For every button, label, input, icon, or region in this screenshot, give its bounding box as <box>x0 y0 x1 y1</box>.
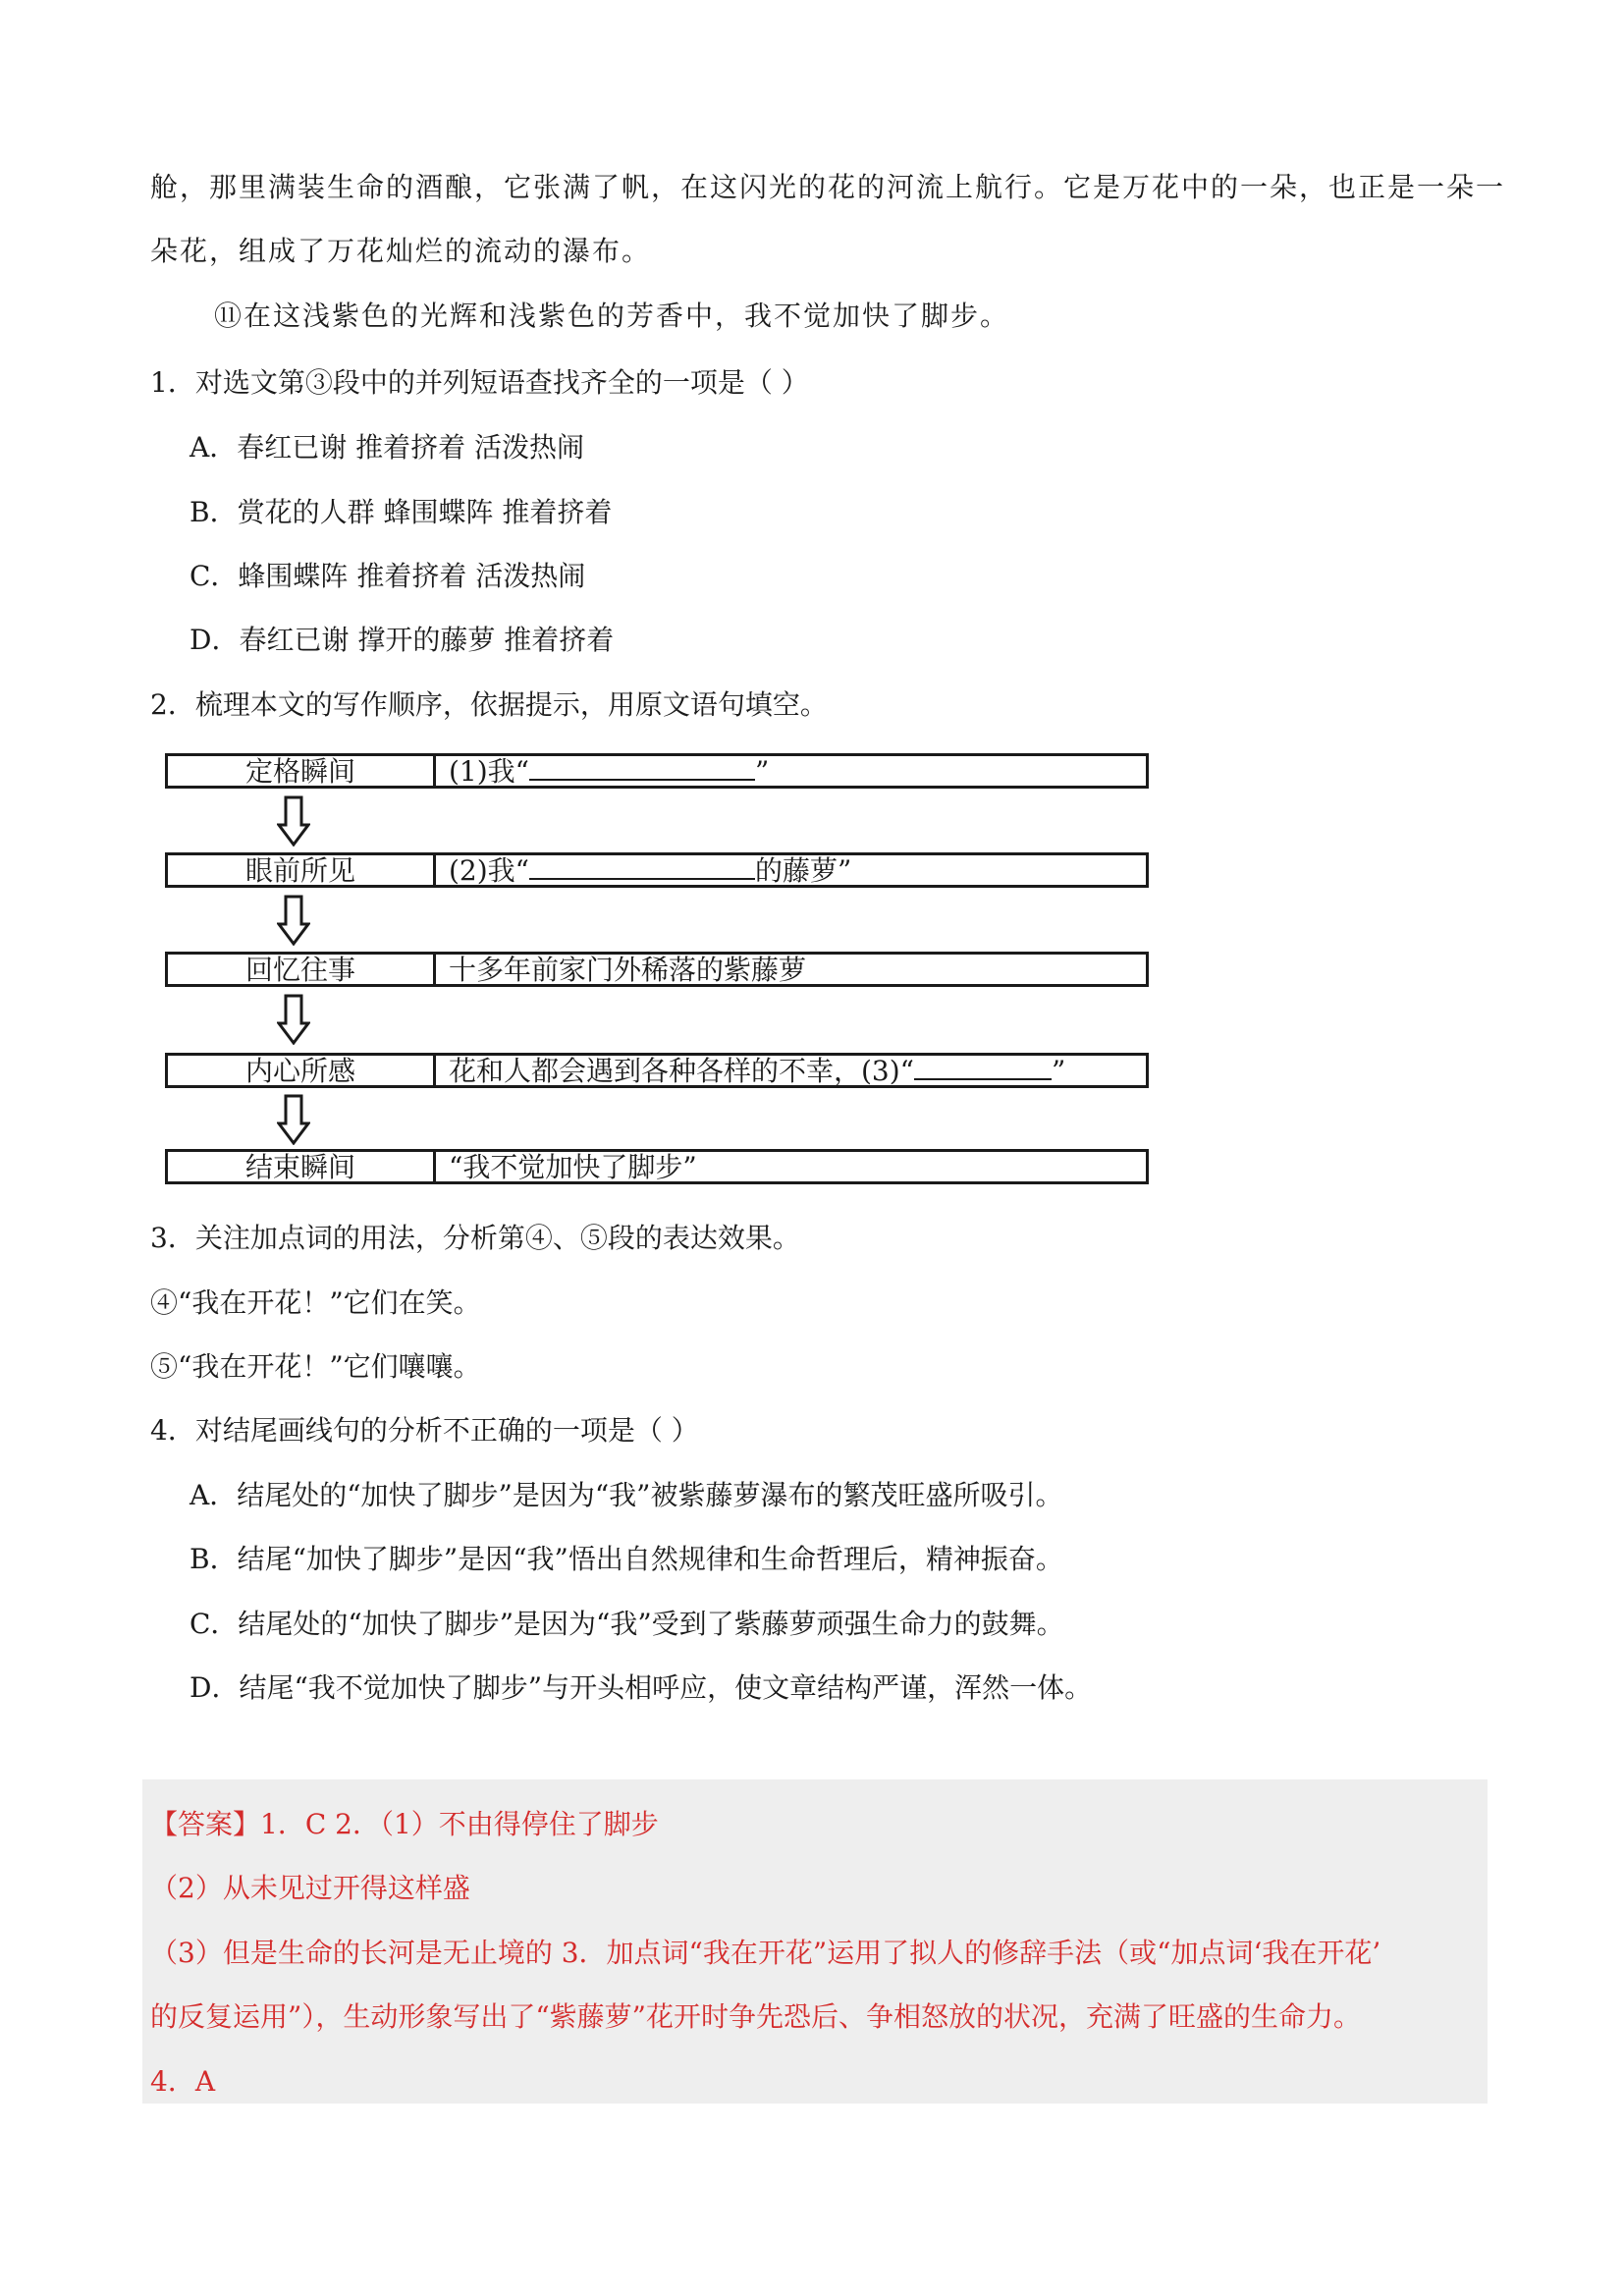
passage-line-2: 朵花，组成了万花灿烂的流动的瀑布。 <box>150 235 652 267</box>
question-4-option-d: D．结尾“我不觉加快了脚步”与开头相呼应，使文章结构严谨，浑然一体。 <box>189 1671 1093 1704</box>
question-1-option-a: A．春红已谢 推着挤着 活泼热闹 <box>189 431 585 464</box>
flow-text-prefix: (2)我“ <box>449 854 529 887</box>
fill-blank-3[interactable] <box>914 1057 1052 1080</box>
answer-line-2: （2）从未见过开得这样盛 <box>150 1872 470 1904</box>
answer-line-3: （3）但是生命的长河是无止境的 3．加点词“我在开花”运用了拟人的修辞手法（或“加点词‘我在开花’ <box>150 1937 1381 1969</box>
fill-blank-1[interactable] <box>529 757 755 781</box>
question-3-paragraph-5: ⑤“我在开花！”它们嚷嚷。 <box>150 1350 481 1383</box>
flow-label: 定格瞬间 <box>168 756 436 786</box>
passage-paragraph-11: ⑪在这浅紫色的光辉和浅紫色的芳香中，我不觉加快了脚步。 <box>214 300 1010 332</box>
flow-text <box>449 1056 1065 1087</box>
flow-text <box>449 955 806 986</box>
flow-text-prefix: 十多年前家门外稀落的紫藤萝 <box>449 954 807 986</box>
flow-text-prefix: “我不觉加快了脚步” <box>449 1151 697 1183</box>
flow-label: 内心所感 <box>168 1056 436 1085</box>
flow-text <box>449 1152 697 1183</box>
flow-row-5 <box>165 1149 1149 1184</box>
flow-text-prefix: 花和人都会遇到各种各样的不幸，(3)“ <box>449 1055 914 1087</box>
flow-text-suffix: 的藤萝” <box>754 854 852 887</box>
flow-label: 眼前所见 <box>168 855 436 885</box>
down-arrow-icon <box>277 795 310 847</box>
flow-label: 结束瞬间 <box>168 1152 436 1181</box>
question-1-option-c: C．蜂围蝶阵 推着挤着 活泼热闹 <box>189 560 586 592</box>
question-1-option-d: D．春红已谢 撑开的藤萝 推着挤着 <box>189 624 615 656</box>
down-arrow-icon <box>277 1094 310 1145</box>
down-arrow-icon <box>277 895 310 946</box>
question-3-paragraph-4: ④“我在开花！”它们在笑。 <box>150 1286 481 1319</box>
question-2-stem: 2．梳理本文的写作顺序，依据提示，用原文语句填空。 <box>150 688 828 721</box>
answer-line-1: 【答案】1．C 2．（1）不由得停住了脚步 <box>150 1808 659 1840</box>
question-4-option-b: B．结尾“加快了脚步”是因“我”悟出自然规律和生命哲理后，精神振奋。 <box>189 1543 1063 1575</box>
flow-text-prefix: (1)我“ <box>449 755 529 788</box>
flow-text <box>449 855 851 887</box>
flow-row-3 <box>165 952 1149 987</box>
question-1-option-b: B．赏花的人群 蜂围蝶阵 推着挤着 <box>189 496 613 528</box>
flow-text-suffix: ” <box>1051 1055 1066 1087</box>
flow-text <box>449 756 769 788</box>
flow-label: 回忆往事 <box>168 955 436 984</box>
flow-row-1 <box>165 753 1149 789</box>
fill-blank-2[interactable] <box>529 856 755 880</box>
answer-line-4: 的反复运用”），生动形象写出了“紫藤萝”花开时争先恐后、争相怒放的状况，充满了旺盛的生命力。 <box>150 2000 1361 2033</box>
flow-text-suffix: ” <box>754 755 770 788</box>
question-1-stem: 1．对选文第③段中的并列短语查找齐全的一项是（ ） <box>150 366 809 399</box>
answer-line-5: 4．A <box>150 2065 216 2098</box>
down-arrow-icon <box>277 994 310 1045</box>
flow-row-4 <box>165 1053 1149 1088</box>
flow-row-2 <box>165 852 1149 888</box>
question-4-option-a: A．结尾处的“加快了脚步”是因为“我”被紫藤萝瀑布的繁茂旺盛所吸引。 <box>189 1479 1063 1511</box>
passage-line-1: 舱，那里满装生命的酒酿，它张满了帆，在这闪光的花的河流上航行。它是万花中的一朵，也正是一朵一 <box>150 171 1506 203</box>
question-4-stem: 4．对结尾画线句的分析不正确的一项是（ ） <box>150 1414 699 1447</box>
question-3-stem: 3．关注加点词的用法，分析第④、⑤段的表达效果。 <box>150 1222 800 1254</box>
question-4-option-c: C．结尾处的“加快了脚步”是因为“我”受到了紫藤萝顽强生命力的鼓舞。 <box>189 1608 1064 1640</box>
